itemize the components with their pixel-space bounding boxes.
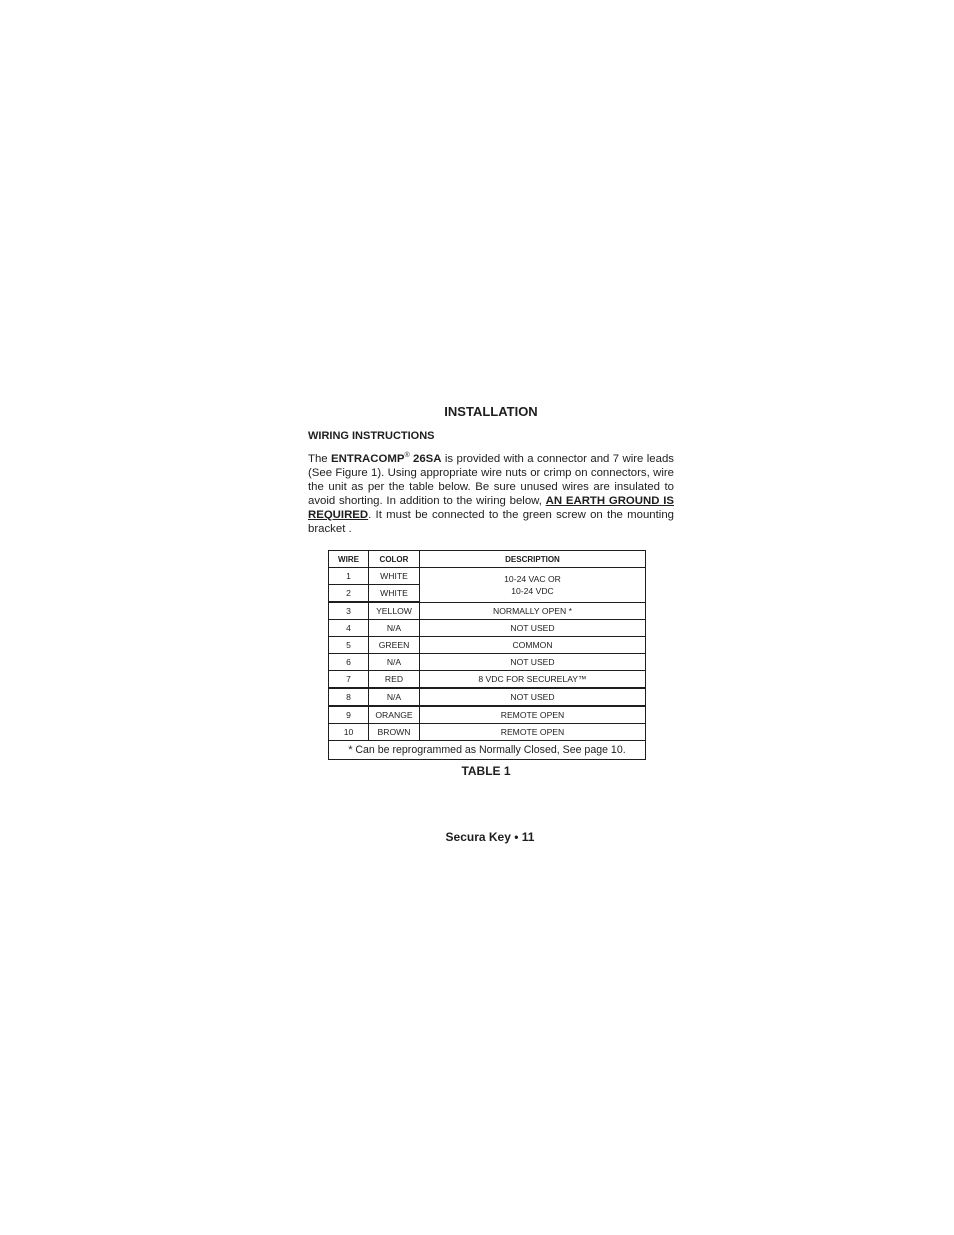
wire-description: NOT USED [420, 620, 646, 637]
wire-color: N/A [369, 654, 420, 671]
table-note-row [329, 741, 646, 760]
table-footnote: * Can be reprogrammed as Normally Closed, See page 10. [329, 741, 646, 760]
table-caption: TABLE 1 [461, 764, 511, 778]
para-text-2: is provided with a connector and 7 wire leads (See Figure 1). Using appropriate wire nuts or crimp on connectors, wire the unit as per the table below. Be sure unused wires are insulated to avoid shorting. In addition to the wiring below, [308, 453, 674, 507]
wire-color: N/A [369, 688, 420, 706]
table-row [329, 724, 646, 741]
earth-ground-warning: AN EARTH GROUND IS REQUIRED [308, 495, 674, 521]
wire-number: 9 [329, 706, 369, 724]
model-name: 26SA [409, 453, 442, 465]
wire-color: WHITE [369, 568, 420, 585]
page-footer: Secura Key • 11 [445, 830, 535, 844]
registered-mark: ® [404, 452, 410, 460]
power-description [420, 568, 646, 603]
wire-description: COMMON [420, 637, 646, 654]
table-header-row [329, 551, 646, 568]
wire-description: NOT USED [420, 654, 646, 671]
wire-description: 8 VDC FOR SECURELAY™ [420, 671, 646, 689]
header-color: COLOR [369, 551, 420, 568]
wire-color: RED [369, 671, 420, 689]
wiring-table [328, 550, 646, 760]
wire-color: WHITE [369, 585, 420, 603]
wire-color: BROWN [369, 724, 420, 741]
wire-color: GREEN [369, 637, 420, 654]
table-row [329, 602, 646, 620]
table-row [329, 654, 646, 671]
wire-number: 5 [329, 637, 369, 654]
section-title: INSTALLATION [444, 404, 538, 419]
wire-color: YELLOW [369, 602, 420, 620]
wire-number: 8 [329, 688, 369, 706]
brand-name: ENTRACOMP [331, 453, 405, 465]
wire-description: REMOTE OPEN [420, 724, 646, 741]
wire-number: 1 [329, 568, 369, 585]
wire-number: 3 [329, 602, 369, 620]
para-text-1: The [308, 453, 332, 465]
power-desc-line-1: 10-24 VAC OR [504, 573, 561, 584]
subsection-heading: WIRING INSTRUCTIONS [308, 430, 435, 442]
wire-number: 4 [329, 620, 369, 637]
table-row [329, 671, 646, 689]
table-row [329, 620, 646, 637]
wire-number: 6 [329, 654, 369, 671]
table-row [329, 568, 646, 585]
table-row [329, 637, 646, 654]
header-wire: WIRE [329, 551, 369, 568]
wire-description: NORMALLY OPEN * [420, 602, 646, 620]
wire-number: 10 [329, 724, 369, 741]
wire-description: NOT USED [420, 688, 646, 706]
para-text-3: . It must be connected to the green screw on the mounting bracket . [308, 509, 674, 535]
table-row [329, 706, 646, 724]
power-desc-line-2: 10-24 VDC [511, 585, 554, 596]
table-row [329, 688, 646, 706]
header-description: DESCRIPTION [420, 551, 646, 568]
wiring-paragraph [308, 452, 674, 536]
wire-description: REMOTE OPEN [420, 706, 646, 724]
wire-number: 2 [329, 585, 369, 603]
wire-color: N/A [369, 620, 420, 637]
wire-color: ORANGE [369, 706, 420, 724]
wire-number: 7 [329, 671, 369, 689]
